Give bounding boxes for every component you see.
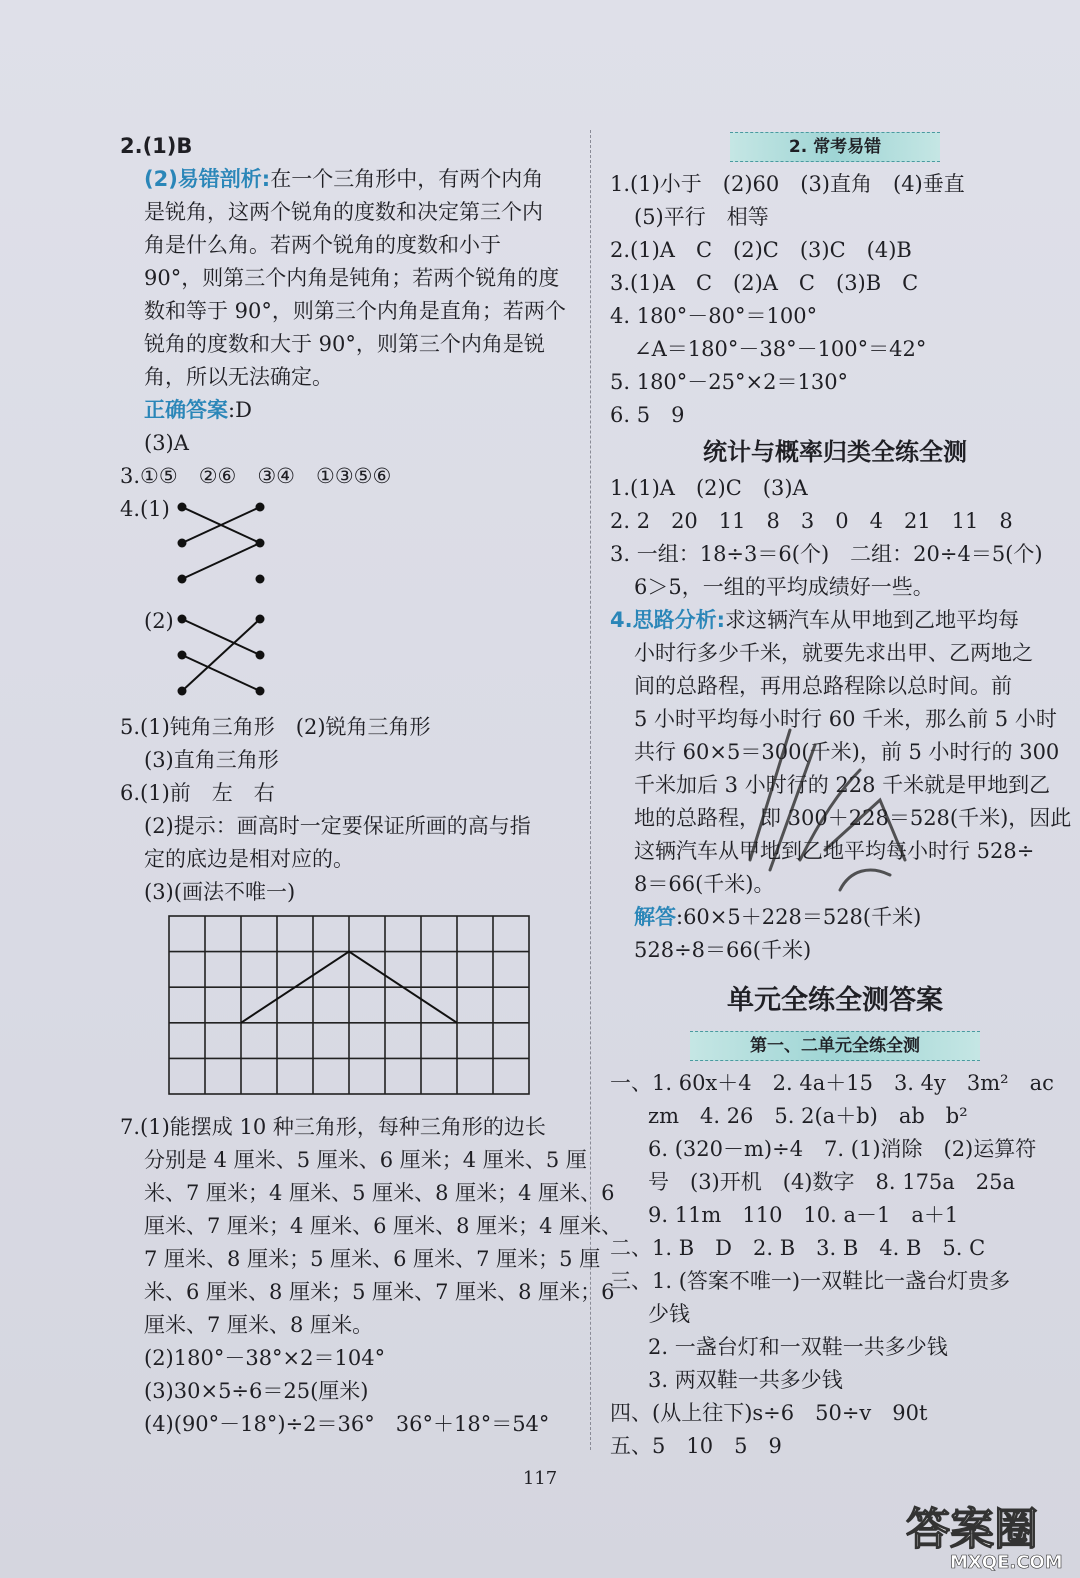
left-column (120, 130, 623, 1441)
banner-unit-1-2: 第一、二单元全练全测 (690, 1031, 980, 1061)
q3: 3.①⑤ ②⑥ ③④ ①③⑤⑥ (120, 464, 392, 488)
s4-line: 共行 60×5＝300(千米)，前 5 小时行的 300 (634, 740, 1060, 764)
unit-line: 号 (3)开机 (4)数字 8. 175a 25a (648, 1170, 1016, 1194)
q7-line: 米、7 厘米；4 厘米、5 厘米、8 厘米；4 厘米、6 (144, 1181, 615, 1205)
q6-1: 6.(1)前 左 右 (120, 781, 275, 805)
s3-line2: 6＞5，一组的平均成绩好一些。 (634, 575, 934, 599)
s4-line: 地的总路程，即 300＋228＝528(千米)，因此 (634, 806, 1072, 830)
unit-line: 一、1. 60x＋4 2. 4a＋15 3. 4y 3m² ac (610, 1071, 1054, 1095)
s4-first-line: 4.思路分析:求这辆汽车从甲地到乙地平均每 (610, 608, 1019, 632)
s4-line: 间的总路程，再用总路程除以总时间。前 (634, 674, 1012, 698)
q2-3: (3)A (144, 431, 189, 455)
s1: 1.(1)A (2)C (3)A (610, 476, 808, 500)
q2-2-line: 是锐角，这两个锐角的度数和决定第三个内 (144, 200, 543, 224)
s4-line: 5 小时平均每小时行 60 千米，那么前 5 小时 (634, 707, 1057, 731)
s3-line1: 3. 一组：18÷3＝6(个) 二组：20÷4＝5(个) (610, 542, 1043, 566)
section-title-statistics: 统计与概率归类全练全测 (703, 438, 967, 466)
q7-line: (4)(90°－18°)÷2＝36° 36°＋18°＝54° (144, 1412, 550, 1436)
page-number: 117 (522, 1468, 558, 1489)
s2: 2. 2 20 11 8 3 0 4 21 11 8 (610, 509, 1013, 533)
banner-common-errors: 2. 常考易错 (730, 132, 940, 162)
q4-1-label: 4.(1) (120, 497, 170, 521)
r4-line1: 4. 180°－80°＝100° (610, 304, 818, 328)
q2-2-line: 数和等于 90°，则第三个内角是直角；若两个 (144, 299, 566, 323)
unit-line: 五、5 10 5 9 (610, 1434, 782, 1458)
q7-line: 米、6 厘米、8 厘米；5 厘米、7 厘米、8 厘米；6 (144, 1280, 615, 1304)
q2-2-line: 90°，则第三个内角是钝角；若两个锐角的度 (144, 266, 560, 290)
watermark-text: 答案圈 (906, 1504, 1038, 1555)
q4-2-label: (2) (144, 609, 174, 633)
watermark-url: MXQE.COM (950, 1552, 1063, 1572)
unit-line: 6. (320－m)÷4 7. (1)消除 (2)运算符 (648, 1137, 1037, 1161)
triangle-grid-figure (120, 909, 575, 1111)
q7-line: (2)180°－38°×2＝104° (144, 1346, 386, 1370)
q5-line1: 5.(1)钝角三角形 (2)锐角三角形 (120, 715, 431, 739)
q2-correct-answer: 正确答案:D (144, 398, 252, 422)
matching-figure-2 (120, 605, 575, 685)
unit-line: 二、1. B D 2. B 3. B 4. B 5. C (610, 1236, 986, 1260)
q7-line: 7.(1)能摆成 10 种三角形，每种三角形的边长 (120, 1115, 546, 1139)
unit-line: 少钱 (648, 1302, 690, 1326)
r1-line1: 1.(1)小于 (2)60 (3)直角 (4)垂直 (610, 172, 965, 196)
error-analysis-label: (2)易错剖析: (144, 167, 271, 191)
q6-2-line: (2)提示：画高时一定要保证所画的高与指 (144, 814, 531, 838)
r4-line2: ∠A＝180°－38°－100°＝42° (634, 337, 927, 361)
s4-line: 8＝66(千米)。 (634, 872, 775, 896)
unit-line: 9. 11m 110 10. a－1 a＋1 (648, 1203, 959, 1227)
r2: 2.(1)A C (2)C (3)C (4)B (610, 238, 912, 262)
q2-2-line: 角，所以无法确定。 (144, 365, 333, 389)
unit-line: 3. 两双鞋一共多少钱 (648, 1368, 843, 1392)
s4-answer-line1: 解答:60×5＋228＝528(千米) (634, 905, 922, 929)
unit-line: 2. 一盏台灯和一双鞋一共多少钱 (648, 1335, 948, 1359)
s4-line: 这辆汽车从甲地到乙地平均每小时行 528÷ (634, 839, 1035, 863)
q5-line2: (3)直角三角形 (144, 748, 279, 772)
matching-figure-1 (120, 493, 575, 565)
q2-1: 2.(1)B (120, 134, 193, 158)
q7-line: (3)30×5÷6＝25(厘米) (144, 1379, 369, 1403)
q7-line: 厘米、7 厘米；4 厘米、6 厘米、8 厘米；4 厘米、 (144, 1214, 623, 1238)
r3: 3.(1)A C (2)A C (3)B C (610, 271, 919, 295)
q6-2-line: 定的底边是相对应的。 (144, 847, 354, 871)
q2-2-line: 锐角的度数和大于 90°，则第三个内角是锐 (144, 332, 545, 356)
s4-line: 千米加后 3 小时行的 228 千米就是甲地到乙 (634, 773, 1051, 797)
q2-2-first-line: (2)易错剖析:在一个三角形中，有两个内角 (144, 167, 544, 191)
r5: 5. 180°－25°×2＝130° (610, 370, 849, 394)
s4-answer-line2: 528÷8＝66(千米) (634, 938, 812, 962)
unit-line: zm 4. 26 5. 2(a＋b) ab b² (648, 1104, 968, 1128)
site-logo-watermark (900, 1500, 1070, 1572)
q7-line: 分别是 4 厘米、5 厘米、6 厘米；4 厘米、5 厘 (144, 1148, 587, 1172)
approach-analysis-label: 4.思路分析: (610, 608, 725, 632)
r1-line2: (5)平行 相等 (634, 205, 769, 229)
solution-label: 解答 (634, 905, 676, 929)
q7-line: 厘米、7 厘米、8 厘米。 (144, 1313, 374, 1337)
pen-scribble-mark (730, 700, 930, 900)
s4-line: 小时行多少千米，就要先求出甲、乙两地之 (634, 641, 1033, 665)
q2-2-line: 角是什么角。若两个锐角的度数和小于 (144, 233, 501, 257)
unit-line: 三、1. (答案不唯一)一双鞋比一盏台灯贵多 (610, 1269, 1011, 1293)
r6: 6. 5 9 (610, 403, 685, 427)
correct-answer-label: 正确答案 (144, 398, 228, 422)
section-title-unit-answers: 单元全练全测答案 (727, 985, 943, 1016)
q6-3: (3)(画法不唯一) (144, 880, 296, 904)
unit-line: 四、(从上往下)s÷6 50÷v 90t (610, 1401, 928, 1425)
q7-line: 7 厘米、8 厘米；5 厘米、6 厘米、7 厘米；5 厘 (144, 1247, 601, 1271)
